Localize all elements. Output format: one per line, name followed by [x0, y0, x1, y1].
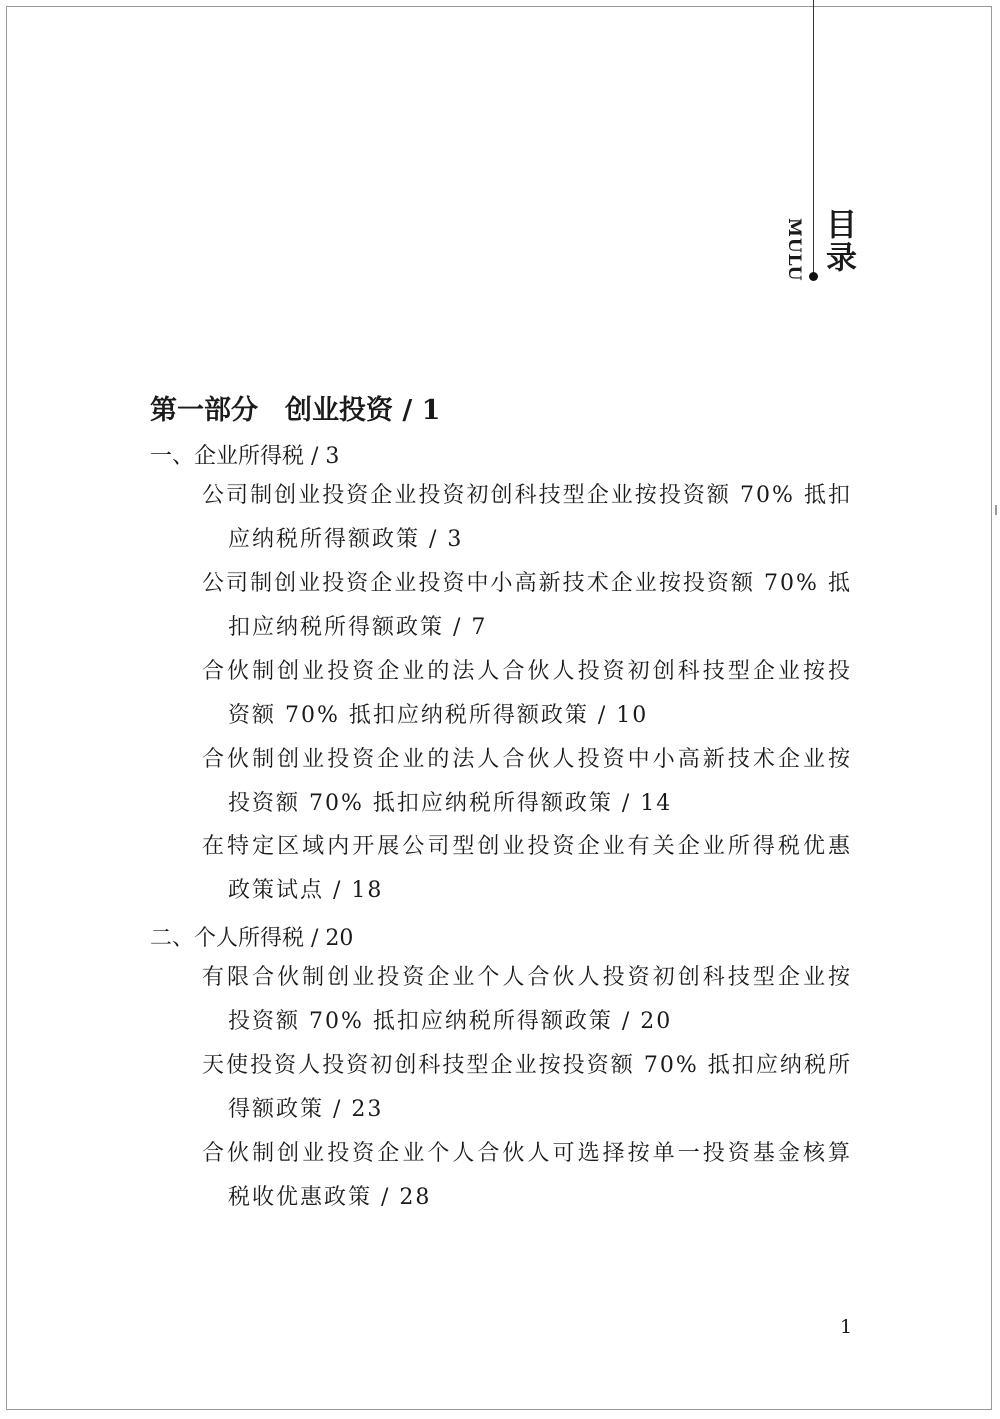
toc-entry-line2: 扣应纳税所得额政策 / 7 — [228, 615, 488, 640]
toc-entry-line2: 政策试点 / 18 — [228, 878, 384, 903]
toc-entry-line2: 应纳税所得额政策 / 3 — [228, 527, 464, 552]
toc-entry[interactable] — [202, 1044, 852, 1132]
part-title[interactable]: 第一部分 创业投资 / 1 — [150, 395, 441, 426]
toc-title-pinyin: MULU — [784, 218, 804, 282]
toc-entry-line2: 税收优惠政策 / 28 — [228, 1185, 432, 1210]
toc-entry-line1: 公司制创业投资企业投资初创科技型企业按投资额 70% 抵扣 — [202, 483, 852, 508]
toc-entry[interactable] — [202, 956, 852, 1044]
section-heading-enterprise-income-tax[interactable]: 一、企业所得税 / 3 — [150, 444, 340, 469]
toc-entry-line2: 投资额 70% 抵扣应纳税所得额政策 / 20 — [228, 1009, 673, 1034]
toc-entry[interactable] — [202, 738, 852, 826]
toc-entry-line1: 合伙制创业投资企业个人合伙人可选择按单一投资基金核算 — [202, 1141, 852, 1166]
toc-entry-line1: 有限合伙制创业投资企业个人合伙人投资初创科技型企业按 — [202, 965, 852, 990]
toc-entry-line2: 资额 70% 抵扣应纳税所得额政策 / 10 — [228, 703, 649, 728]
toc-entry[interactable] — [202, 825, 852, 913]
toc-entry[interactable] — [202, 650, 852, 738]
edge-mark — [995, 505, 997, 515]
header-dot — [809, 272, 818, 281]
toc-entry-line2: 得额政策 / 23 — [228, 1097, 384, 1122]
page-number: 1 — [840, 1316, 853, 1338]
toc-entry-line1: 公司制创业投资企业投资中小高新技术企业按投资额 70% 抵 — [202, 571, 852, 596]
toc-entry-line1: 天使投资人投资初创科技型企业按投资额 70% 抵扣应纳税所 — [202, 1053, 852, 1078]
section-heading-individual-income-tax[interactable]: 二、个人所得税 / 20 — [150, 926, 354, 951]
header-vertical-rule — [813, 0, 814, 276]
toc-entry[interactable] — [202, 474, 852, 562]
toc-entry[interactable] — [202, 1132, 852, 1220]
toc-entry-line1: 在特定区域内开展公司型创业投资企业有关企业所得税优惠 — [202, 834, 852, 859]
toc-entry-line1: 合伙制创业投资企业的法人合伙人投资中小高新技术企业按 — [202, 747, 852, 772]
toc-entry-line1: 合伙制创业投资企业的法人合伙人投资初创科技型企业按投 — [202, 659, 852, 684]
toc-entry-line2: 投资额 70% 抵扣应纳税所得额政策 / 14 — [228, 791, 673, 816]
toc-title: 目录 — [820, 208, 856, 274]
toc-entry[interactable] — [202, 562, 852, 650]
